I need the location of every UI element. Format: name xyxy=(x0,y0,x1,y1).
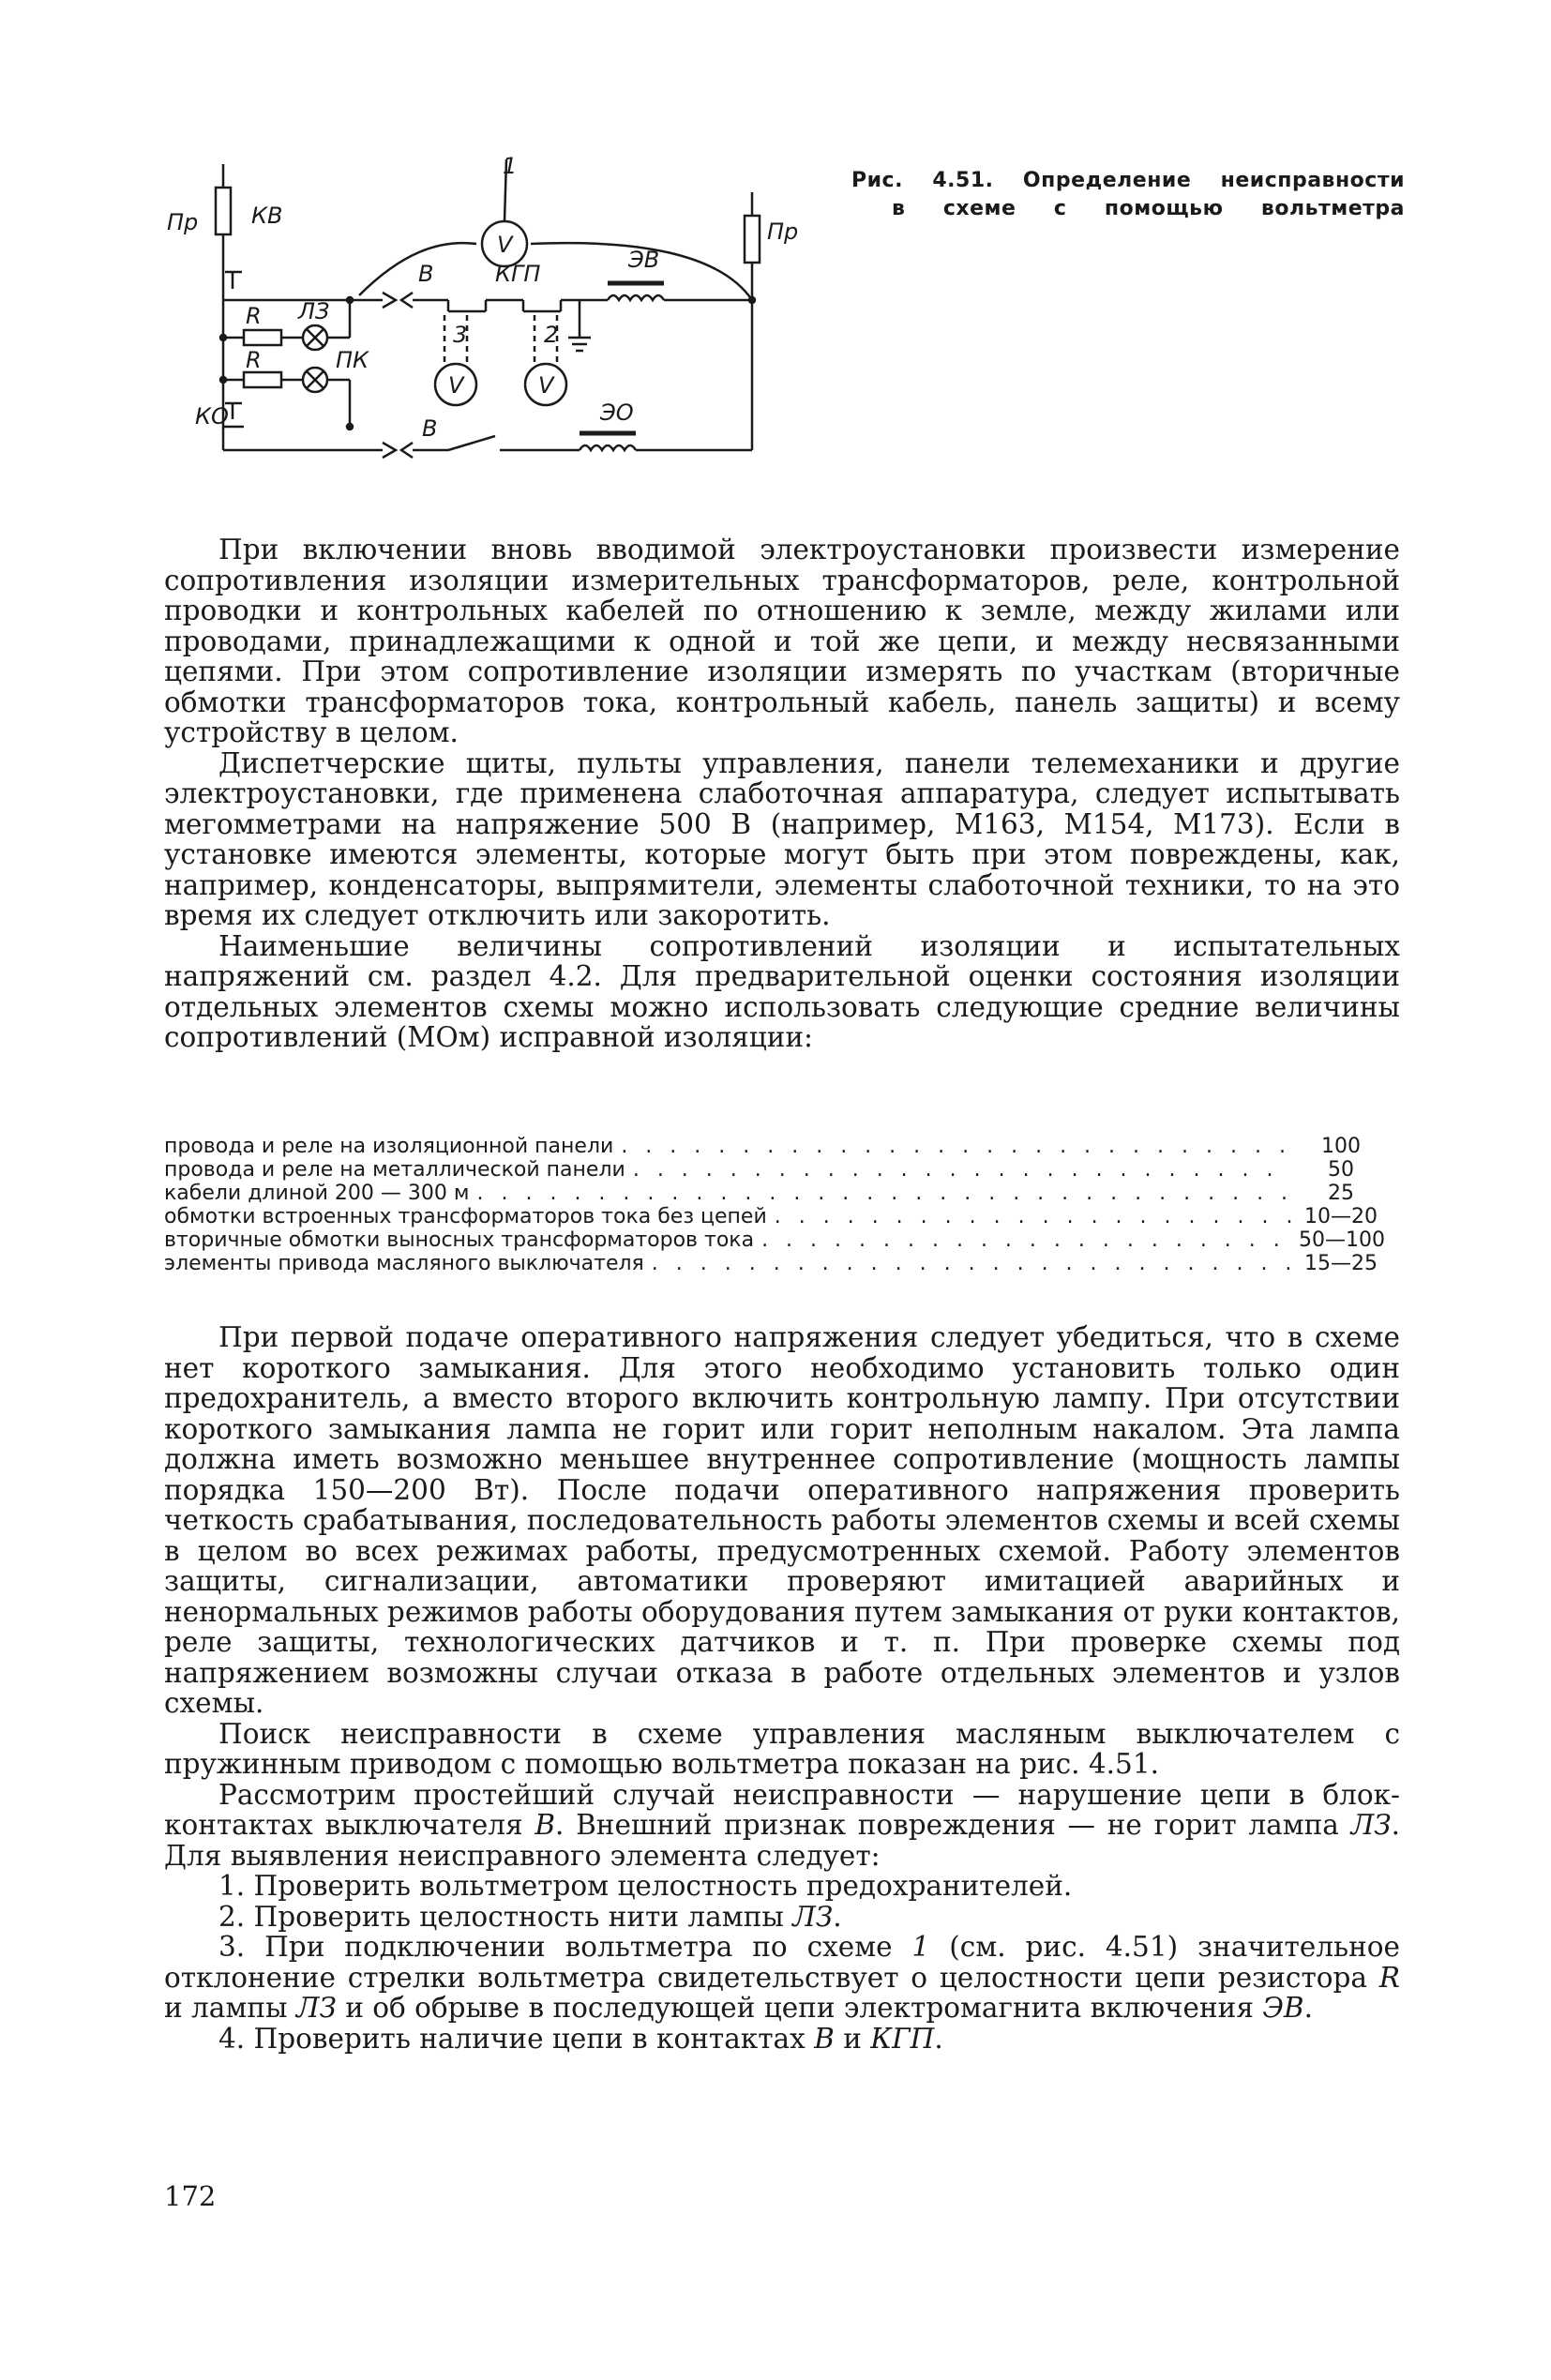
label-pk: ПК xyxy=(336,347,369,373)
paragraph-9: 3. При подключении вольтметра по схеме 1 (см. рис. 4.51) значительное отклонение стрелки вольтметра свидетельствует о целостности цепи резистора R и лампы ЛЗ и об обрыве в последующей цепи электромагнита включения ЭВ. xyxy=(164,1931,1400,2024)
label-pr-right: Пр xyxy=(767,218,799,245)
label-v3: V xyxy=(448,372,464,399)
label-n1: 1 xyxy=(503,153,518,179)
paragraph-10: 4. Проверить наличие цепи в контактах В и КГП. xyxy=(218,2022,943,2055)
label-v2: V xyxy=(538,372,554,399)
paragraph-5: Поиск неисправности в схеме управления масляным выключателем с пружинным приводом с помощью вольтметра показан на рис. 4.51. xyxy=(164,1717,1400,1780)
label-eo: ЭО xyxy=(600,399,634,426)
paragraph-7: 1. Проверить вольтметром целостность предохранителей. xyxy=(218,1870,1073,1902)
label-n2: 2 xyxy=(544,322,559,348)
label-ev: ЭВ xyxy=(628,247,660,273)
resistor-r1 xyxy=(244,330,281,345)
label-kv: КВ xyxy=(251,203,283,229)
paragraph-8: 2. Проверить целостность нити лампы ЛЗ. xyxy=(218,1900,842,1933)
label-pr-left: Пр xyxy=(167,209,199,235)
label-b-bottom: В xyxy=(422,415,438,442)
label-lz: ЛЗ xyxy=(298,298,330,324)
list-item xyxy=(164,1182,1383,1205)
resistor-r2 xyxy=(244,372,281,387)
list-item-label: элементы привода масляного выключателя xyxy=(164,1252,644,1275)
list-item-label: провода и реле на металлической панели xyxy=(164,1158,625,1182)
label-n3: 3 xyxy=(453,322,468,348)
leader-dots xyxy=(761,1228,1291,1252)
label-v1: V xyxy=(497,232,513,258)
leader-dots xyxy=(633,1158,1291,1182)
label-ko: КО xyxy=(195,403,229,429)
body-text-top xyxy=(164,535,1400,1053)
list-item-value: 50 xyxy=(1328,1158,1354,1182)
list-item-value: 50—100 xyxy=(1299,1228,1385,1252)
list-item-label: провода и реле на изоляционной панели xyxy=(164,1135,614,1158)
paragraph-2: Диспетчерские щиты, пульты управления, панели телемеханики и другие электроустановки, где применена слаботочная аппаратура, следует испытывать мегомметрами на напряжение 500 В (например, М163, М154, М173). Если в установке имеются элементы, которые могут быть при этом повреждены, как, например, конденсаторы, выпрямители, элементы слаботочной техники, то на это время их следует отключить или закоротить. xyxy=(164,746,1400,931)
page-number: 172 xyxy=(164,2180,217,2212)
caption-line-1: Рис. 4.51. Определение неисправности xyxy=(851,169,1405,192)
caption-line-2: в схеме с помощью вольтметра xyxy=(892,197,1405,220)
list-item-value: 10—20 xyxy=(1304,1205,1378,1228)
paragraph-4: При первой подаче оперативного напряжения следует убедиться, что в схеме нет короткого замыкания. Для этого необходимо установить только один предохранитель, а вместо второго включить контрольную лампу. При отсутствии короткого замыкания лампа не горит или горит неполным накалом. Эта лампа должна иметь возможно меньшее внутреннее сопротивление (мощность лампы порядка 150—200 Вт). После подачи оперативного напряжения проверить четкость срабатывания, последовательность работы элементов схемы и всей схемы в целом во всех режимах работы, предусмотренных схемой. Работу элементов защиты, сигнализации, автоматики проверяют имитацией аварийных и ненормальных режимов работы оборудования путем замыкания от руки контактов, реле защиты, технологических датчиков и т. п. При проверке схемы под напряжением возможны случаи отказа в работе отдельных элементов и узлов схемы. xyxy=(164,1321,1400,1719)
circuit-diagram xyxy=(167,150,823,469)
list-item-label: кабели длиной 200 — 300 м xyxy=(164,1182,470,1205)
label-r1: R xyxy=(246,303,262,329)
label-b-top: В xyxy=(418,261,434,287)
list-item xyxy=(164,1205,1383,1228)
list-item-value: 25 xyxy=(1328,1182,1354,1205)
fuse-left xyxy=(216,188,231,234)
paragraph-6: Рассмотрим простейший случай неисправности — нарушение цепи в блок-контактах выключателя В. Внешний признак повреждения — не горит лампа ЛЗ. Для выявления неисправного элемента следует: xyxy=(164,1778,1400,1872)
label-r2: R xyxy=(246,347,262,373)
list-item xyxy=(164,1252,1383,1275)
figure-caption xyxy=(851,167,1405,223)
leader-dots xyxy=(621,1135,1291,1158)
paragraph-1: При включении вновь вводимой электроустановки произвести измерение сопротивления изоляции измерительных трансформаторов, реле, контрольной проводки и контрольных кабелей по отношению к земле, между жилами или проводами, принадлежащими к одной и той же цепи, и между несвязанными цепями. При этом сопротивление изоляции измерять по участкам (вторичные обмотки трансформаторов тока, контрольный кабель, панель защиты) и всему устройству в целом. xyxy=(164,534,1400,748)
list-item-value: 15—25 xyxy=(1304,1252,1378,1275)
resistance-list xyxy=(164,1135,1383,1275)
fuse-right xyxy=(745,216,760,263)
label-kgp: КГП xyxy=(495,261,541,287)
leader-dots xyxy=(477,1182,1292,1205)
leader-dots xyxy=(775,1205,1291,1228)
list-item xyxy=(164,1135,1383,1158)
list-item-label: вторичные обмотки выносных трансформаторов тока xyxy=(164,1228,755,1252)
list-item-value: 100 xyxy=(1321,1135,1361,1158)
body-text-bottom xyxy=(164,1322,1400,2054)
circuit-svg xyxy=(167,150,823,469)
paragraph-3: Наименьшие величины сопротивлений изоляции и испытательных напряжений см. раздел 4.2. Для предварительной оценки состояния изоляции отдельных элементов схемы можно использовать следующие средние величины сопротивлений (МОм) исправной изоляции: xyxy=(164,929,1400,1053)
leader-dots xyxy=(652,1252,1291,1275)
list-item xyxy=(164,1158,1383,1182)
list-item xyxy=(164,1228,1383,1252)
list-item-label: обмотки встроенных трансформаторов тока без цепей xyxy=(164,1205,767,1228)
